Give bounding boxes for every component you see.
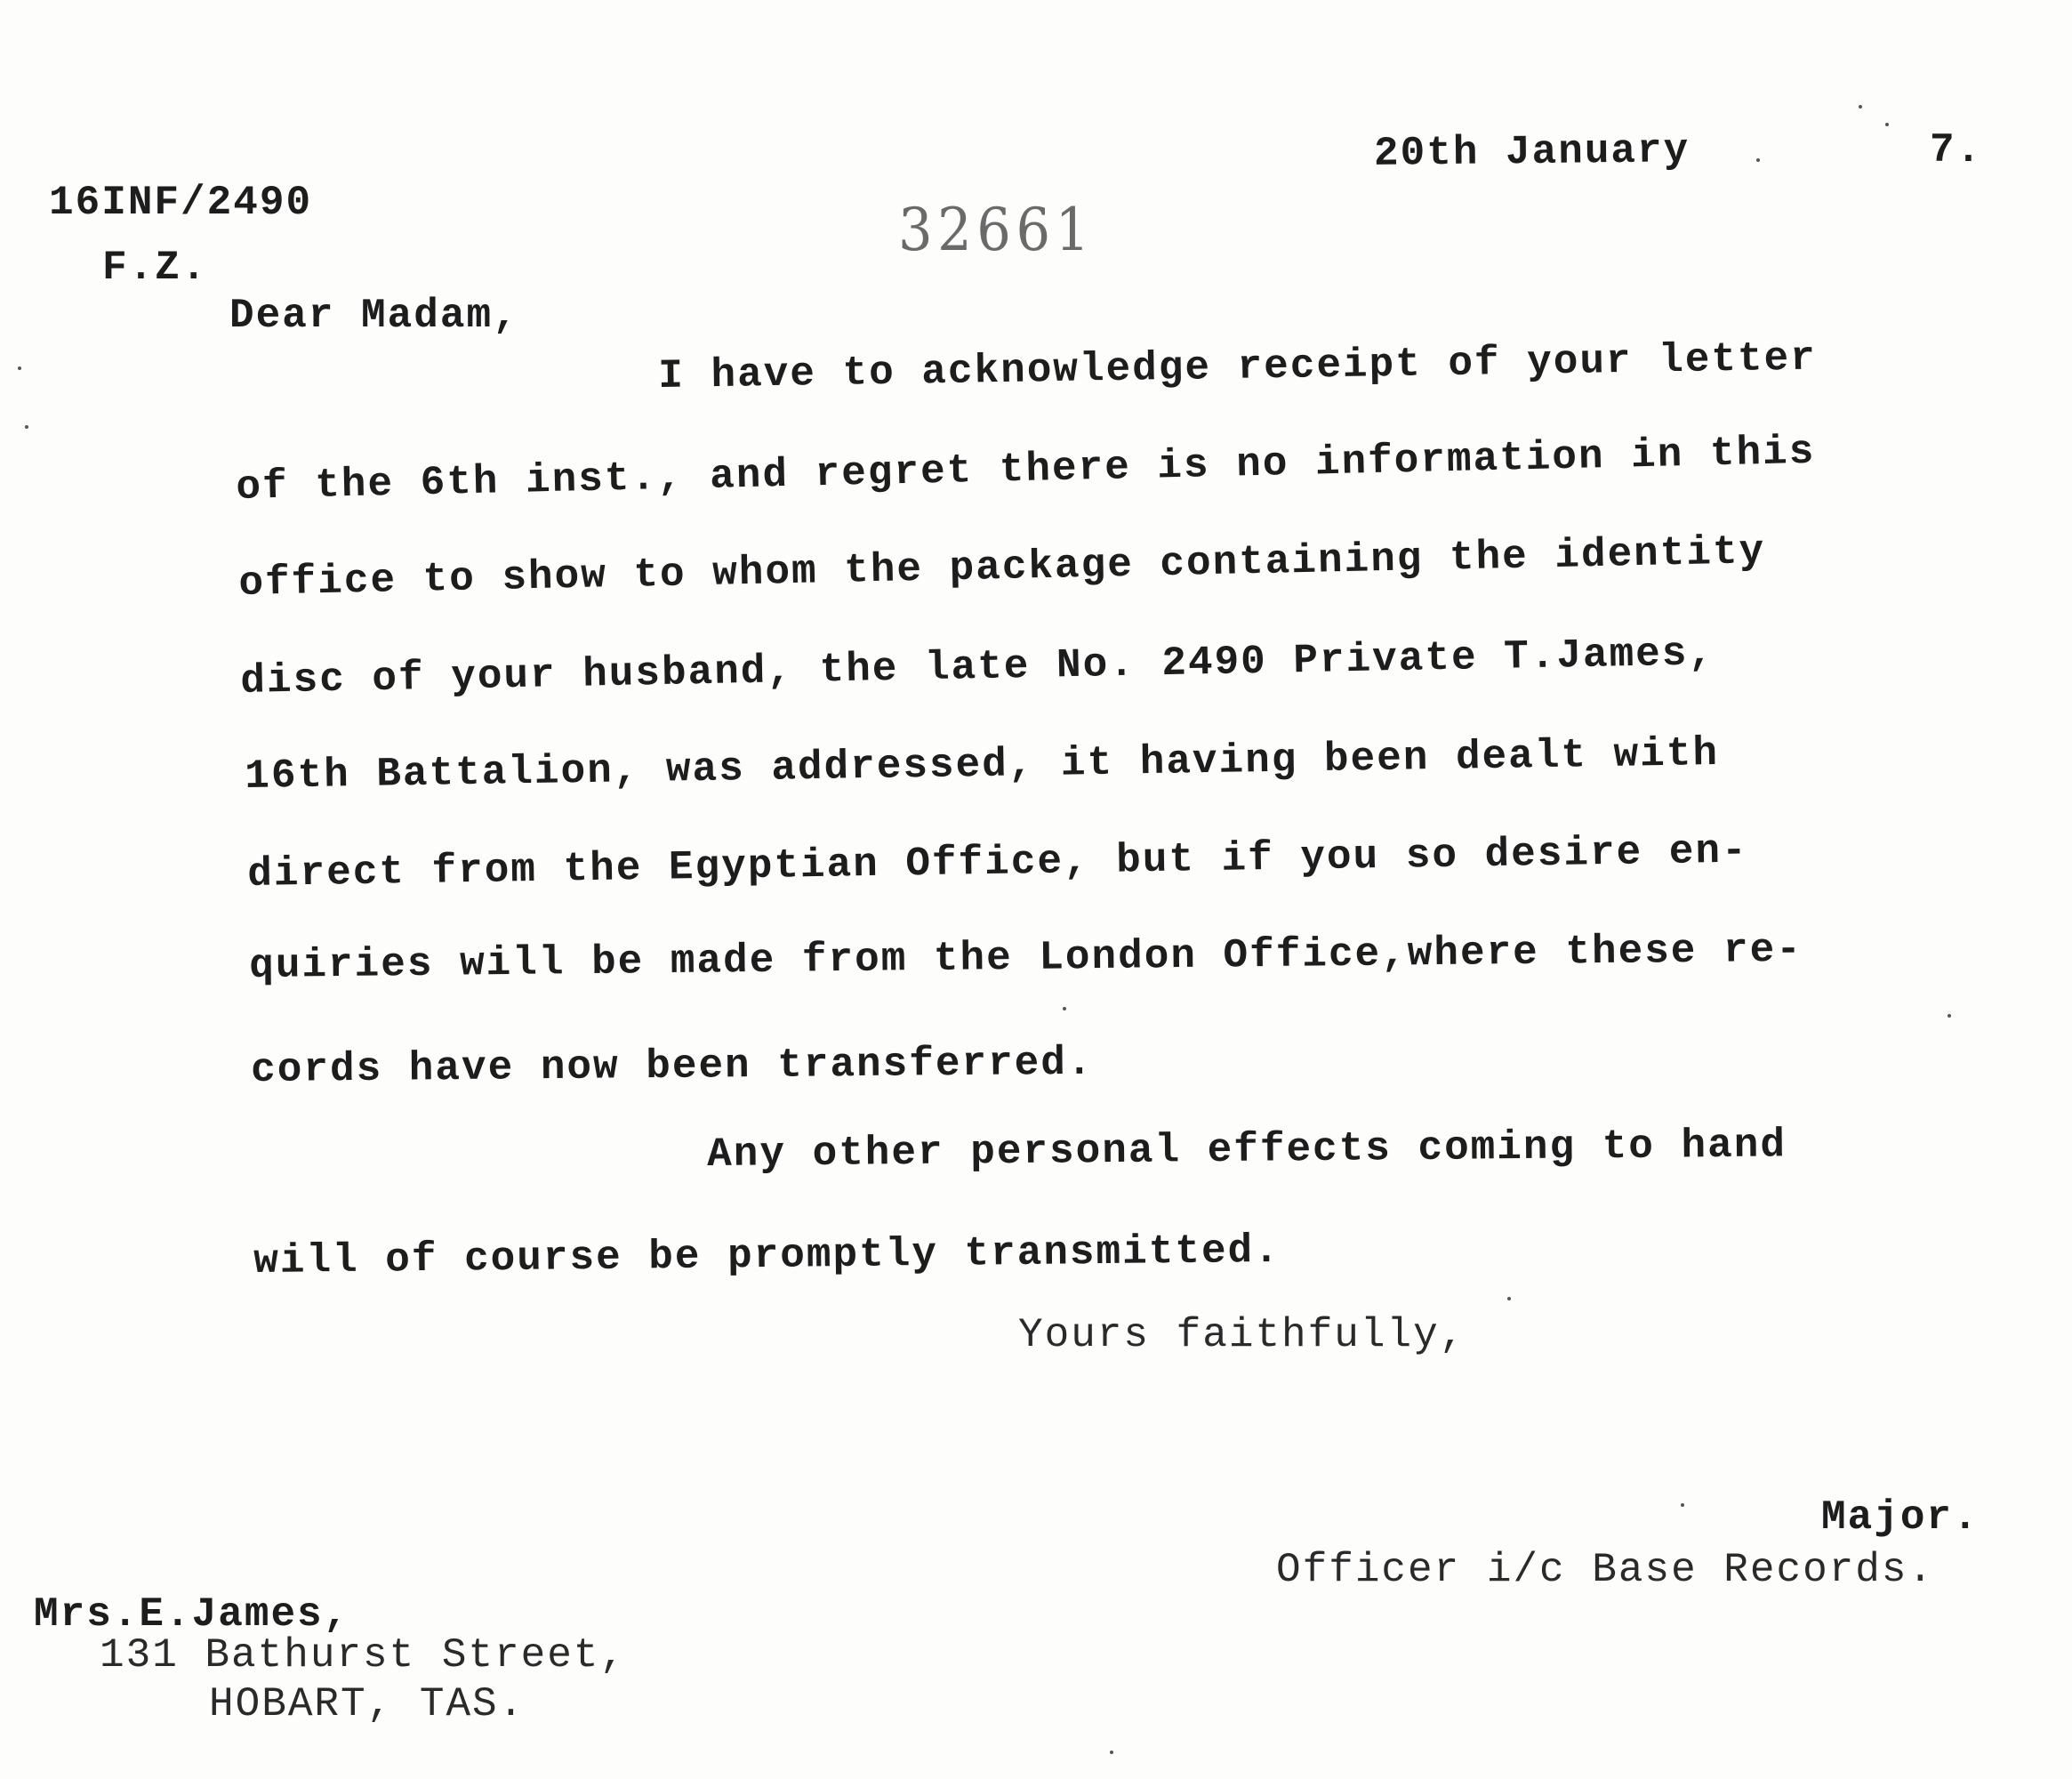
body-line: of the 6th inst., and regret there is no information in this [235, 428, 1816, 511]
body-line: I have to acknowledge receipt of your letter [657, 334, 1818, 399]
paper-speck [25, 425, 28, 429]
salutation: Dear Madam, [229, 293, 519, 339]
body-line: direct from the Egyptian Office, but if you so desire en- [246, 827, 1749, 898]
recipient-street: 131 Bathurst Street, [100, 1632, 627, 1678]
paper-speck [1859, 105, 1862, 109]
body-line: 16th Battalion, was addressed, it having been dealt with [244, 729, 1720, 800]
initials: F.Z. [102, 245, 208, 291]
recipient-name: Mrs.E.James, [34, 1591, 350, 1638]
body-line: quiries will be made from the London Office,where these re- [248, 926, 1803, 989]
paper-speck [1885, 123, 1889, 126]
paper-speck [1063, 1007, 1066, 1010]
year-fragment: 7. [1930, 127, 1983, 173]
body-line: cords have now been transferred. [250, 1039, 1094, 1093]
closing: Yours faithfully, [1018, 1312, 1466, 1358]
paper-speck [1110, 1751, 1113, 1754]
paper-speck [1948, 1014, 1951, 1018]
paper-speck [1756, 158, 1760, 162]
paper-speck [1681, 1503, 1684, 1507]
signature-rank: Major. [1821, 1494, 1980, 1541]
paper-speck [1507, 1297, 1511, 1300]
letter-date: 20th January [1373, 127, 1691, 177]
stamp-number: 32661 [898, 196, 1095, 264]
recipient-city: HOBART, TAS. [209, 1681, 526, 1727]
body-line: Any other personal effects coming to hand [706, 1122, 1787, 1178]
body-line: disc of your husband, the late No. 2490 Private T.James, [239, 630, 1715, 704]
body-line: will of course be promptly transmitted. [253, 1227, 1281, 1284]
paper-speck [18, 366, 21, 370]
signature-title: Officer i/c Base Records. [1276, 1547, 1935, 1593]
body-line: office to show to whom the package containing the identity [237, 528, 1766, 607]
reference-number: 16INF/2490 [49, 180, 313, 226]
